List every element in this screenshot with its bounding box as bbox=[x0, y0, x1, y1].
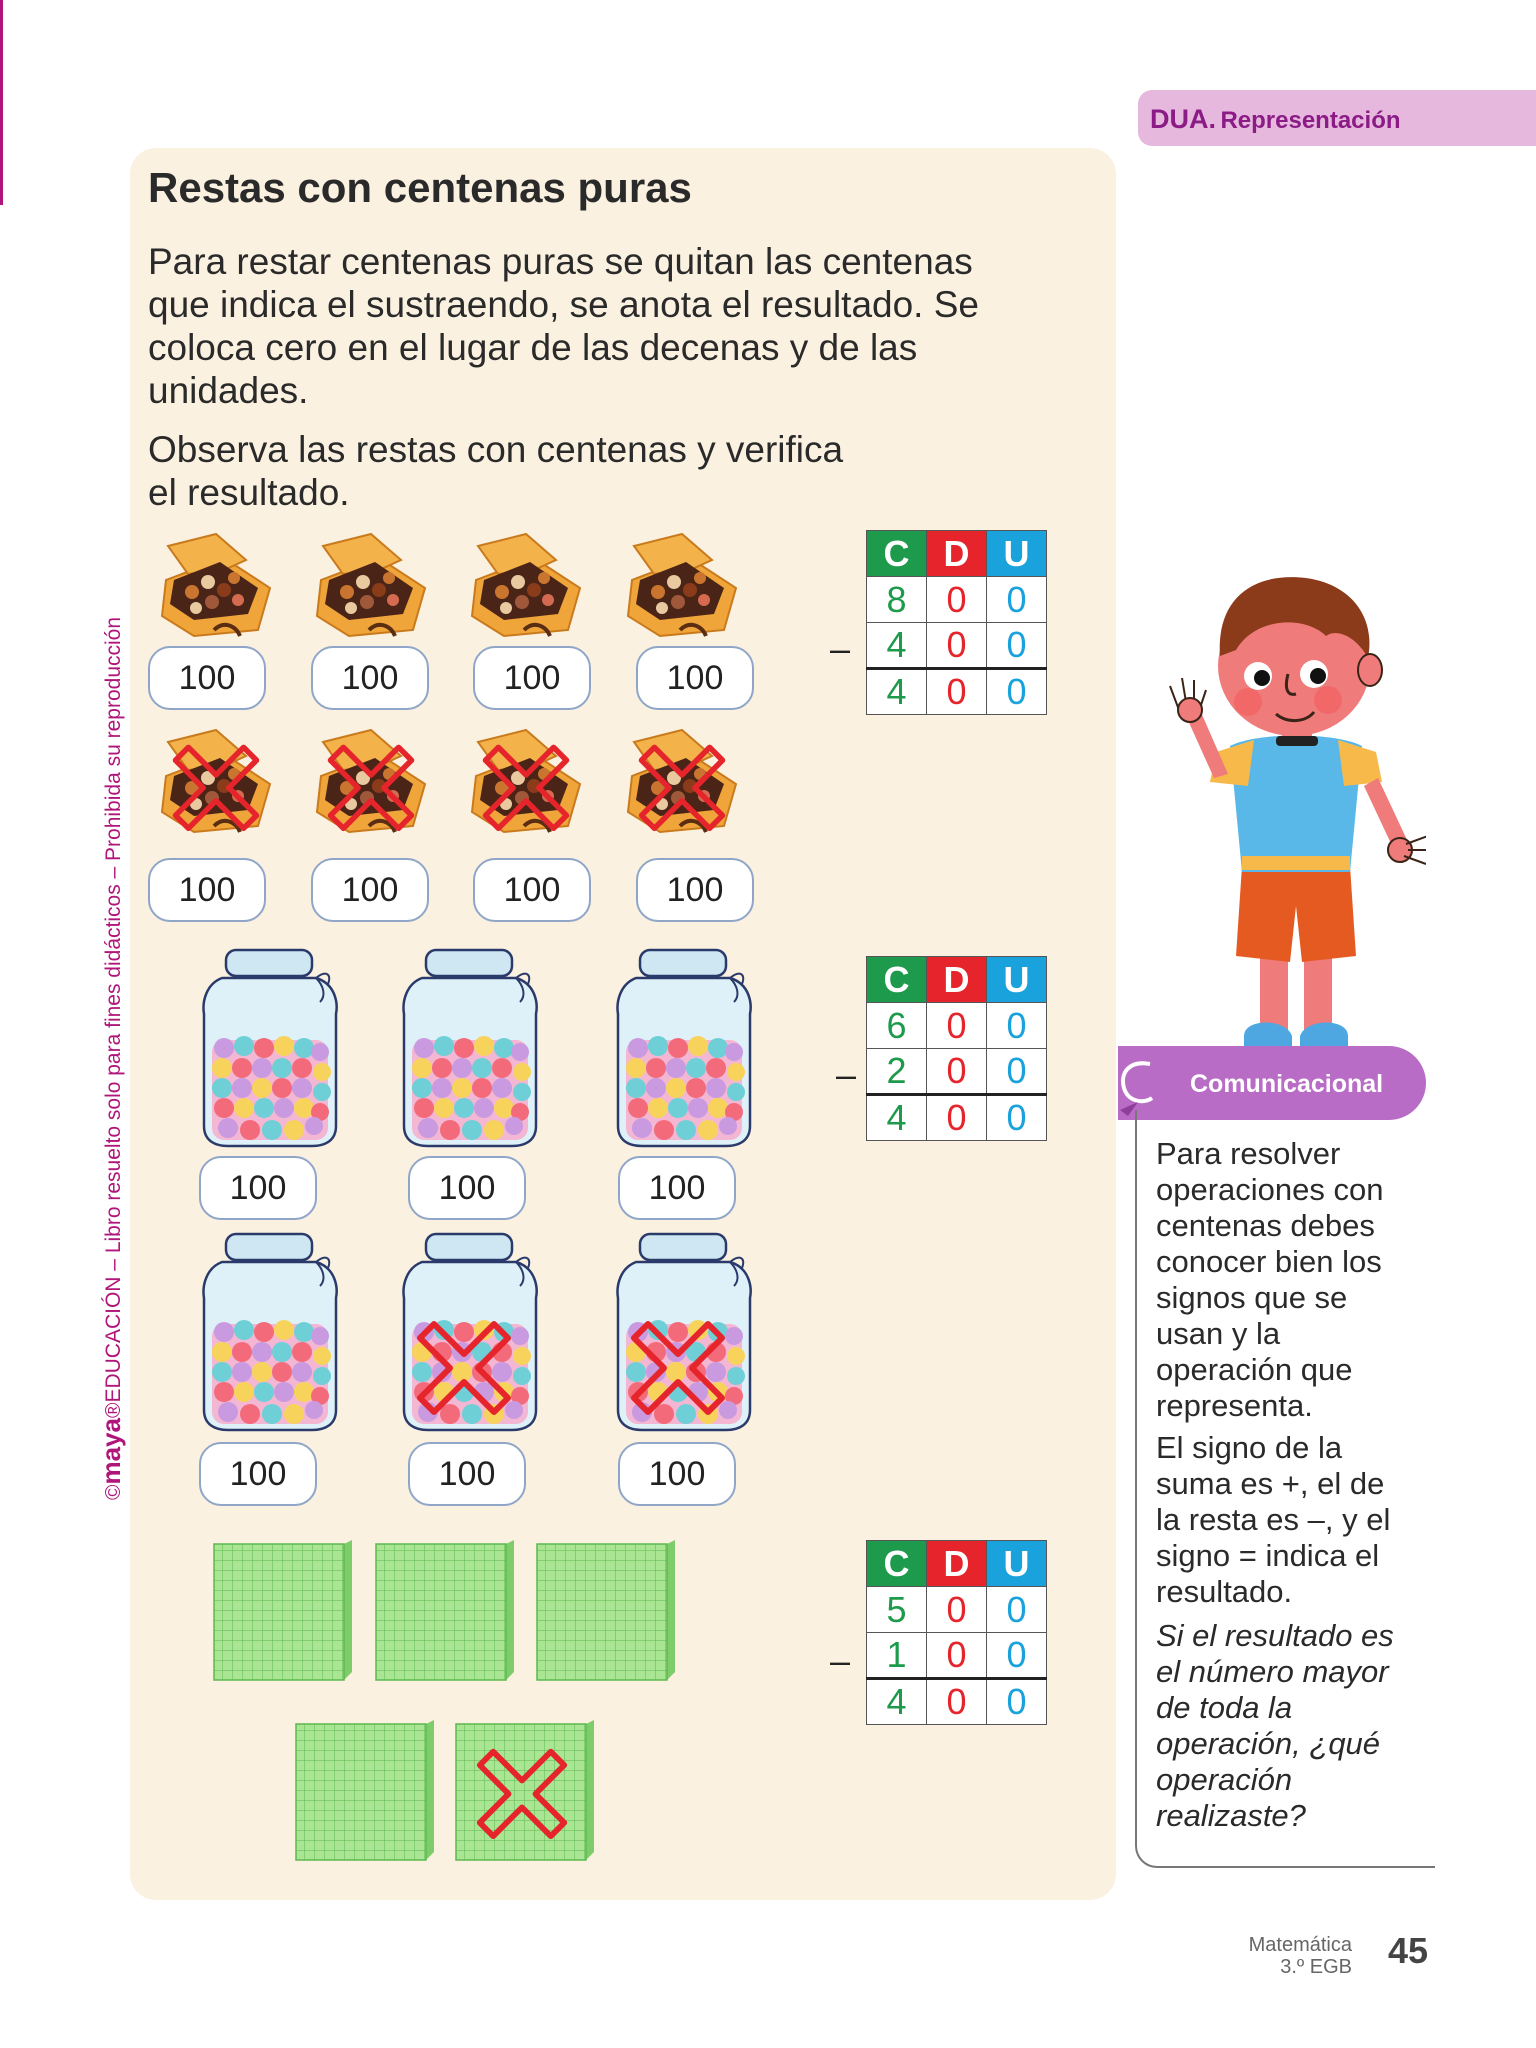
candy-jar bbox=[196, 944, 346, 1154]
text-line: centenas debes bbox=[1156, 1208, 1375, 1243]
cell: 0 bbox=[927, 1633, 987, 1679]
brand-logo-text: maya bbox=[96, 1418, 126, 1485]
candy-jar-crossed bbox=[396, 1228, 546, 1438]
cell: 0 bbox=[987, 623, 1047, 669]
chocolate-box-crossed bbox=[309, 726, 433, 836]
text-line: operaciones con bbox=[1156, 1172, 1384, 1207]
text-line: que indica el sustraendo, se anota el resultado. Se bbox=[148, 284, 980, 325]
text-line: Para resolver bbox=[1156, 1136, 1341, 1171]
text-line: la resta es –, y el bbox=[1156, 1502, 1391, 1537]
candy-jar bbox=[610, 944, 760, 1154]
result-cell: 0 bbox=[987, 1679, 1047, 1725]
chocolate-box bbox=[154, 530, 278, 640]
text-line: El signo de la bbox=[1156, 1430, 1343, 1465]
bubble-paragraph-1 bbox=[1156, 1136, 1456, 1424]
text-line: realizaste? bbox=[1156, 1798, 1306, 1833]
cell: 0 bbox=[987, 1587, 1047, 1633]
hundred-block-crossed bbox=[454, 1720, 596, 1862]
cell: 0 bbox=[927, 577, 987, 623]
text-line: resultado. bbox=[1156, 1574, 1293, 1609]
cell: 5 bbox=[867, 1587, 927, 1633]
result-cell: 0 bbox=[987, 1095, 1047, 1141]
value-label: 100 bbox=[148, 858, 266, 922]
lesson-title: Restas con centenas puras bbox=[148, 164, 692, 211]
result-cell: 0 bbox=[927, 1679, 987, 1725]
minus-sign: – bbox=[830, 1640, 851, 1681]
cell: 0 bbox=[927, 623, 987, 669]
text-line: signos que se bbox=[1156, 1280, 1348, 1315]
value-label: 100 bbox=[636, 646, 754, 710]
value-label: 100 bbox=[311, 858, 429, 922]
cell: 0 bbox=[927, 1003, 987, 1049]
result-cell: 0 bbox=[927, 669, 987, 715]
result-cell: 0 bbox=[987, 669, 1047, 715]
header-c: C bbox=[867, 957, 927, 1003]
cell: 8 bbox=[867, 577, 927, 623]
value-label: 100 bbox=[636, 858, 754, 922]
dua-label: DUA. bbox=[1150, 104, 1216, 134]
result-cell: 4 bbox=[867, 1095, 927, 1141]
grade-label: 3.º EGB bbox=[1280, 1956, 1352, 1978]
value-label: 100 bbox=[311, 646, 429, 710]
result-cell: 0 bbox=[927, 1095, 987, 1141]
cell: 2 bbox=[867, 1049, 927, 1095]
copyright-symbol: © bbox=[102, 1484, 125, 1500]
cell: 0 bbox=[927, 1049, 987, 1095]
text-line: unidades. bbox=[148, 370, 309, 411]
candy-jar bbox=[396, 944, 546, 1154]
text-line: de toda la bbox=[1156, 1690, 1293, 1725]
dua-tab bbox=[1138, 90, 1536, 146]
cell: 0 bbox=[987, 577, 1047, 623]
cell: 0 bbox=[987, 1633, 1047, 1679]
cell: 0 bbox=[927, 1587, 987, 1633]
value-label: 100 bbox=[618, 1442, 736, 1506]
text-line: Para restar centenas puras se quitan las centenas bbox=[148, 241, 973, 282]
value-label: 100 bbox=[618, 1156, 736, 1220]
value-label: 100 bbox=[408, 1156, 526, 1220]
bubble-question bbox=[1156, 1618, 1456, 1834]
text-line: Si el resultado es bbox=[1156, 1618, 1394, 1653]
cell: 0 bbox=[987, 1003, 1047, 1049]
minus-sign: – bbox=[836, 1054, 857, 1095]
text-line: coloca cero en el lugar de las decenas y de las bbox=[148, 327, 918, 368]
subject-name: Matemática bbox=[1248, 1934, 1352, 1956]
header-d: D bbox=[927, 957, 987, 1003]
bubble-curl-icon bbox=[1114, 1050, 1164, 1116]
hundred-block bbox=[535, 1540, 677, 1682]
boy-illustration bbox=[1136, 566, 1426, 1076]
text-line: operación bbox=[1156, 1762, 1293, 1797]
text-line: suma es +, el de bbox=[1156, 1466, 1385, 1501]
header-c: C bbox=[867, 1541, 927, 1587]
text-line: conocer bien los bbox=[1156, 1244, 1382, 1279]
cell: 4 bbox=[867, 623, 927, 669]
text-line: el resultado. bbox=[148, 472, 350, 513]
text-line: usan y la bbox=[1156, 1316, 1281, 1351]
value-label: 100 bbox=[199, 1442, 317, 1506]
header-d: D bbox=[927, 1541, 987, 1587]
candy-jar bbox=[196, 1228, 346, 1438]
text-line: Observa las restas con centenas y verifica bbox=[148, 429, 844, 470]
value-label: 100 bbox=[473, 646, 591, 710]
chocolate-box bbox=[464, 530, 588, 640]
text-line: el número mayor bbox=[1156, 1654, 1389, 1689]
lesson-paragraph-2 bbox=[148, 428, 1048, 514]
chocolate-box-crossed bbox=[620, 726, 744, 836]
lesson-paragraph-1 bbox=[148, 240, 1048, 412]
header-u: U bbox=[987, 531, 1047, 577]
hundred-block bbox=[374, 1540, 516, 1682]
cell: 6 bbox=[867, 1003, 927, 1049]
minus-sign: – bbox=[830, 628, 851, 669]
comunicacional-tab: Comunicacional bbox=[1118, 1046, 1426, 1120]
value-label: 100 bbox=[473, 858, 591, 922]
value-label: 100 bbox=[148, 646, 266, 710]
dua-subject: Representación bbox=[1220, 107, 1401, 134]
place-value-table bbox=[866, 956, 1047, 1141]
result-cell: 4 bbox=[867, 669, 927, 715]
candy-jar-crossed bbox=[610, 1228, 760, 1438]
chocolate-box-crossed bbox=[154, 726, 278, 836]
text-line: representa. bbox=[1156, 1388, 1313, 1423]
chocolate-box-crossed bbox=[464, 726, 588, 836]
hundred-block bbox=[212, 1540, 354, 1682]
chocolate-box bbox=[309, 530, 433, 640]
text-line: operación, ¿qué bbox=[1156, 1726, 1381, 1761]
place-value-table bbox=[866, 530, 1047, 715]
hundred-block bbox=[294, 1720, 436, 1862]
footer-subject bbox=[1249, 1934, 1352, 1978]
bubble-paragraph-2 bbox=[1156, 1430, 1456, 1610]
page-number: 45 bbox=[1388, 1930, 1429, 1971]
header-c: C bbox=[867, 531, 927, 577]
credit-text: ®EDUCACIÓN – Libro resuelto solo para fines didácticos – Prohibida su reproducción bbox=[102, 616, 125, 1419]
place-value-table bbox=[866, 1540, 1047, 1725]
text-line: operación que bbox=[1156, 1352, 1353, 1387]
text-line: signo = indica el bbox=[1156, 1538, 1380, 1573]
header-u: U bbox=[987, 1541, 1047, 1587]
header-d: D bbox=[927, 531, 987, 577]
value-label: 100 bbox=[408, 1442, 526, 1506]
side-credit bbox=[96, 617, 127, 1500]
cell: 1 bbox=[867, 1633, 927, 1679]
value-label: 100 bbox=[199, 1156, 317, 1220]
chocolate-box bbox=[620, 530, 744, 640]
result-cell: 4 bbox=[867, 1679, 927, 1725]
cell: 0 bbox=[987, 1049, 1047, 1095]
header-u: U bbox=[987, 957, 1047, 1003]
page-margin-line bbox=[0, 0, 3, 205]
